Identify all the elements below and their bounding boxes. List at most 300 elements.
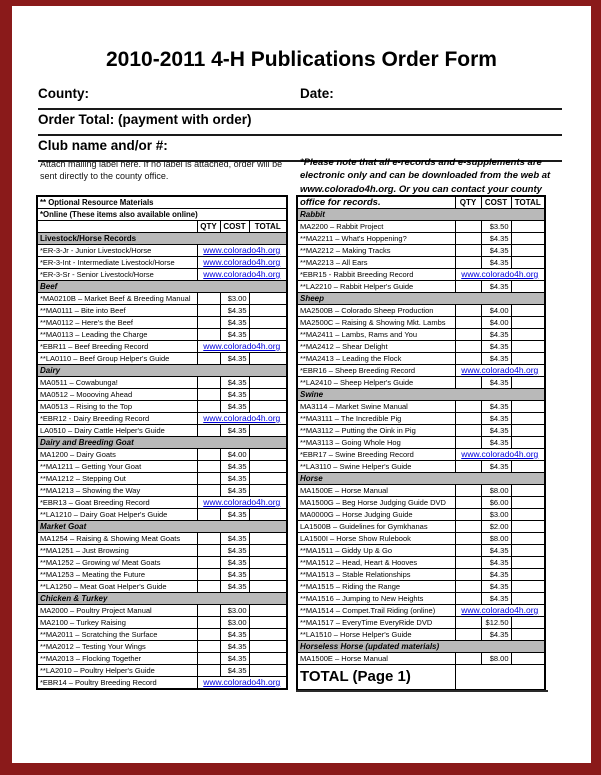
- item-row: [37, 545, 287, 557]
- item-row: [297, 533, 545, 545]
- item-desc-cell: MA2100 – Turkey Raising: [37, 617, 197, 629]
- qty-cell[interactable]: [455, 221, 481, 233]
- cost-cell: $8.00: [481, 485, 511, 497]
- bottom-divider: [296, 690, 548, 692]
- item-desc-cell: **MA1514 – Compet.Trail Riding (online): [297, 605, 455, 617]
- item-desc-cell: *ER-3-Jr - Junior Livestock/Horse: [37, 245, 197, 257]
- item-row: [37, 581, 287, 593]
- county-label: County:: [38, 86, 89, 101]
- total-cell[interactable]: [249, 569, 287, 581]
- item-desc-cell: **MA2213 – All Ears: [297, 257, 455, 269]
- item-row: [297, 401, 545, 413]
- total-cell[interactable]: [249, 617, 287, 629]
- cost-cell: $4.35: [481, 461, 511, 473]
- total-cell[interactable]: [249, 425, 287, 437]
- item-desc-cell: MA1500G – Beg Horse Judging Guide DVD: [297, 497, 455, 509]
- cost-cell: $4.35: [220, 641, 249, 653]
- item-desc-cell: *EBR14 – Poultry Breeding Record: [37, 677, 197, 690]
- column-header-row: [37, 221, 287, 233]
- item-row: [37, 353, 287, 365]
- item-row: [297, 233, 545, 245]
- qty-cell[interactable]: [455, 593, 481, 605]
- item-desc-cell: **LA3110 – Swine Helper's Guide: [297, 461, 455, 473]
- date-label: Date:: [300, 86, 334, 101]
- section-name-cell: Rabbit: [297, 209, 545, 221]
- qty-cell[interactable]: [197, 509, 220, 521]
- item-desc-cell: **MA1515 – Riding the Range: [297, 581, 455, 593]
- column-header-cell: COST: [481, 196, 511, 209]
- total-cell[interactable]: [249, 353, 287, 365]
- item-row: [297, 617, 545, 629]
- total-cell[interactable]: [511, 593, 545, 605]
- total-cell[interactable]: [249, 509, 287, 521]
- qty-cell[interactable]: [455, 497, 481, 509]
- item-desc-cell: MA2500C – Raising & Showing Mkt. Lambs: [297, 317, 455, 329]
- cost-cell: $4.35: [220, 485, 249, 497]
- item-desc-cell: **MA1513 – Stable Relationships: [297, 569, 455, 581]
- qty-cell[interactable]: [455, 581, 481, 593]
- qty-cell[interactable]: [197, 533, 220, 545]
- qty-cell[interactable]: [455, 281, 481, 293]
- cost-cell: $3.50: [481, 221, 511, 233]
- total-cell[interactable]: [249, 329, 287, 341]
- total-cell[interactable]: [511, 653, 545, 665]
- item-desc-cell: MA1500E – Horse Manual: [297, 653, 455, 665]
- section-name-cell: Chicken & Turkey: [37, 593, 287, 605]
- cost-cell: $4.35: [481, 233, 511, 245]
- colorado4h-link[interactable]: www.colorado4h.org: [203, 341, 281, 351]
- colorado4h-link[interactable]: www.colorado4h.org: [203, 257, 281, 267]
- total-cell[interactable]: [511, 377, 545, 389]
- order-total-label: Order Total: (payment with order): [38, 112, 252, 127]
- qty-cell[interactable]: [455, 425, 481, 437]
- cost-cell: $4.35: [481, 377, 511, 389]
- total-cell[interactable]: [511, 437, 545, 449]
- cost-cell: $2.00: [481, 521, 511, 533]
- total-cell[interactable]: [249, 305, 287, 317]
- item-desc-cell: MA1200 – Dairy Goats: [37, 449, 197, 461]
- item-desc-cell: **MA2012 – Testing Your Wings: [37, 641, 197, 653]
- qty-cell[interactable]: [455, 617, 481, 629]
- total-cell[interactable]: [511, 509, 545, 521]
- qty-cell[interactable]: [197, 569, 220, 581]
- item-desc-cell: MA2200 – Rabbit Project: [297, 221, 455, 233]
- item-desc-cell: *EBR15 - Rabbit Breeding Record: [297, 269, 455, 281]
- item-row: [37, 401, 287, 413]
- item-desc-cell: LA1500I – Horse Show Rulebook: [297, 533, 455, 545]
- item-link-cell: [197, 497, 287, 509]
- total-cell[interactable]: [249, 545, 287, 557]
- qty-cell[interactable]: [197, 653, 220, 665]
- cost-cell: $4.35: [481, 437, 511, 449]
- section-name-cell: Dairy: [37, 365, 287, 377]
- page-title: 2010-2011 4-H Publications Order Form: [106, 48, 497, 71]
- total-cell[interactable]: [249, 557, 287, 569]
- item-row: [297, 497, 545, 509]
- qty-cell[interactable]: [455, 377, 481, 389]
- item-link-cell: [455, 269, 545, 281]
- total-cell[interactable]: [249, 581, 287, 593]
- item-desc-cell: MA0000G – Horse Judging Guide: [297, 509, 455, 521]
- total-cell[interactable]: [511, 569, 545, 581]
- item-desc-cell: MA1254 – Raising & Showing Meat Goats: [37, 533, 197, 545]
- cost-cell: $12.50: [481, 617, 511, 629]
- item-desc-cell: LA1500B – Guidelines for Gymkhanas: [297, 521, 455, 533]
- total-cell[interactable]: [511, 233, 545, 245]
- item-row: [37, 389, 287, 401]
- item-desc-cell: **MA2011 – Scratching the Surface: [37, 629, 197, 641]
- item-row: [37, 617, 287, 629]
- cost-cell: $4.35: [481, 593, 511, 605]
- item-desc-cell: MA0511 – Cowabunga!: [37, 377, 197, 389]
- total-cell[interactable]: [511, 497, 545, 509]
- qty-cell[interactable]: [455, 461, 481, 473]
- item-row: [297, 509, 545, 521]
- total-cell[interactable]: [511, 521, 545, 533]
- cost-cell: $4.35: [481, 425, 511, 437]
- total-cell[interactable]: [511, 245, 545, 257]
- section-header-row: [37, 365, 287, 377]
- total-cell[interactable]: [249, 293, 287, 305]
- cost-cell: $4.35: [220, 401, 249, 413]
- qty-cell[interactable]: [455, 545, 481, 557]
- blank-header-cell: [297, 196, 455, 209]
- qty-cell[interactable]: [455, 437, 481, 449]
- total-cell[interactable]: [511, 581, 545, 593]
- cost-cell: $4.35: [220, 533, 249, 545]
- qty-cell[interactable]: [197, 317, 220, 329]
- cost-cell: $4.35: [481, 401, 511, 413]
- cost-cell: $4.35: [481, 569, 511, 581]
- item-row: [37, 449, 287, 461]
- qty-cell[interactable]: [197, 449, 220, 461]
- item-link-cell: [197, 413, 287, 425]
- colorado4h-link[interactable]: www.colorado4h.org: [203, 269, 281, 279]
- cost-cell: $4.35: [220, 557, 249, 569]
- mailing-label-note: Attach mailing label here. If no label is attached, order will be sent directly to the county office.: [40, 159, 283, 182]
- item-desc-cell: **LA2410 – Sheep Helper's Guide: [297, 377, 455, 389]
- item-desc-cell: **LA2210 – Rabbit Helper's Guide: [297, 281, 455, 293]
- section-header-row: [297, 641, 545, 653]
- cost-cell: $4.35: [481, 581, 511, 593]
- qty-cell[interactable]: [455, 533, 481, 545]
- total-cell[interactable]: [511, 485, 545, 497]
- club-name-label: Club name and/or #:: [38, 138, 168, 153]
- section-header-row: [37, 233, 287, 245]
- cost-cell: $4.35: [220, 329, 249, 341]
- cost-cell: $8.00: [481, 653, 511, 665]
- item-row: [37, 413, 287, 425]
- item-desc-cell: **LA1250 – Meat Goat Helper's Guide: [37, 581, 197, 593]
- cost-cell: $4.35: [220, 473, 249, 485]
- qty-cell[interactable]: [455, 413, 481, 425]
- item-row: [297, 305, 545, 317]
- cost-cell: $4.35: [220, 653, 249, 665]
- total-row: [297, 665, 545, 691]
- total-cell[interactable]: [511, 401, 545, 413]
- item-desc-cell: *ER-3-Sr - Senior Livestock/Horse: [37, 269, 197, 281]
- item-desc-cell: *EBR13 – Goat Breeding Record: [37, 497, 197, 509]
- item-desc-cell: MA3114 – Market Swine Manual: [297, 401, 455, 413]
- total-cell[interactable]: [249, 389, 287, 401]
- cost-cell: $4.35: [220, 569, 249, 581]
- item-row: [37, 653, 287, 665]
- item-row: [37, 677, 287, 690]
- total-cell[interactable]: [249, 317, 287, 329]
- qty-cell[interactable]: [197, 293, 220, 305]
- colorado4h-link[interactable]: www.colorado4h.org: [203, 497, 281, 507]
- total-cell[interactable]: [511, 281, 545, 293]
- item-row: [297, 281, 545, 293]
- item-desc-cell: *EBR11 – Beef Breeding Record: [37, 341, 197, 353]
- item-row: [297, 485, 545, 497]
- item-desc-cell: **MA3113 – Going Whole Hog: [297, 437, 455, 449]
- cost-cell: $4.35: [481, 545, 511, 557]
- e-records-note: *Please note that all e-records and e-supplements are electronic only and can be downloaded from the web at www.colorado4h.org. Or you can contact your county office for records.: [300, 157, 551, 208]
- item-row: [37, 485, 287, 497]
- item-desc-cell: MA1500E – Horse Manual: [297, 485, 455, 497]
- qty-cell[interactable]: [455, 329, 481, 341]
- item-desc-cell: MA0512 – Moooving Ahead: [37, 389, 197, 401]
- total-cell[interactable]: [511, 329, 545, 341]
- item-row: [37, 665, 287, 677]
- item-row: [37, 341, 287, 353]
- total-cell[interactable]: [249, 401, 287, 413]
- section-header-row: [297, 293, 545, 305]
- qty-cell[interactable]: [455, 485, 481, 497]
- item-row: [37, 605, 287, 617]
- item-row: [297, 221, 545, 233]
- item-link-cell: [455, 365, 545, 377]
- order-total-field-row[interactable]: [38, 110, 562, 136]
- item-row: [297, 425, 545, 437]
- form-fields: [38, 84, 562, 162]
- cost-cell: $3.00: [481, 509, 511, 521]
- item-desc-cell: **MA2212 – Making Tracks: [297, 245, 455, 257]
- item-row: [297, 557, 545, 569]
- item-row: [37, 377, 287, 389]
- colorado4h-link[interactable]: www.colorado4h.org: [461, 449, 539, 459]
- column-header-cell: QTY: [455, 196, 481, 209]
- item-desc-cell: *EBR12 - Dairy Breeding Record: [37, 413, 197, 425]
- qty-cell[interactable]: [455, 317, 481, 329]
- total-cell[interactable]: [511, 353, 545, 365]
- qty-cell[interactable]: [197, 629, 220, 641]
- total-cell[interactable]: [249, 485, 287, 497]
- item-row: [37, 569, 287, 581]
- item-desc-cell: *ER-3-Int - Intermediate Livestock/Horse: [37, 257, 197, 269]
- item-desc-cell: **MA1253 – Meating the Future: [37, 569, 197, 581]
- qty-cell[interactable]: [197, 485, 220, 497]
- item-link-cell: [455, 605, 545, 617]
- item-row: [37, 269, 287, 281]
- qty-cell[interactable]: [197, 425, 220, 437]
- item-desc-cell: **MA1252 – Growing w/ Meat Goats: [37, 557, 197, 569]
- item-desc-cell: **MA1212 – Stepping Out: [37, 473, 197, 485]
- item-desc-cell: **MA0113 – Leading the Charge: [37, 329, 197, 341]
- item-row: [37, 461, 287, 473]
- item-row: [297, 449, 545, 461]
- qty-cell[interactable]: [197, 389, 220, 401]
- county-date-field-row[interactable]: [38, 84, 562, 110]
- qty-cell[interactable]: [455, 629, 481, 641]
- item-row: [297, 629, 545, 641]
- total-cell[interactable]: [511, 533, 545, 545]
- colorado4h-link[interactable]: www.colorado4h.org: [203, 245, 281, 255]
- qty-cell[interactable]: [197, 461, 220, 473]
- table-note-cell: ** Optional Resource Materials: [37, 196, 287, 209]
- item-desc-cell: **LA0110 – Beef Group Helper's Guide: [37, 353, 197, 365]
- total-cell[interactable]: [511, 341, 545, 353]
- total-cell[interactable]: [249, 449, 287, 461]
- cost-cell: $3.00: [220, 605, 249, 617]
- total-cell[interactable]: [511, 257, 545, 269]
- cost-cell: $4.35: [481, 557, 511, 569]
- qty-cell[interactable]: [197, 605, 220, 617]
- total-cell[interactable]: [511, 545, 545, 557]
- qty-cell[interactable]: [455, 341, 481, 353]
- qty-cell[interactable]: [455, 509, 481, 521]
- item-row: [37, 533, 287, 545]
- cost-cell: $4.35: [220, 461, 249, 473]
- qty-cell[interactable]: [455, 233, 481, 245]
- total-cell[interactable]: [511, 317, 545, 329]
- cost-cell: $4.35: [220, 425, 249, 437]
- total-cell[interactable]: [511, 305, 545, 317]
- blank-header-cell: [37, 221, 197, 233]
- section-header-row: [37, 281, 287, 293]
- colorado4h-link[interactable]: www.colorado4h.org: [203, 677, 281, 687]
- qty-cell[interactable]: [197, 617, 220, 629]
- table-note-row: [37, 209, 287, 221]
- total-cell[interactable]: [511, 425, 545, 437]
- item-row: [37, 293, 287, 305]
- qty-cell[interactable]: [197, 545, 220, 557]
- total-cell[interactable]: [511, 617, 545, 629]
- item-row: [297, 413, 545, 425]
- item-link-cell: [197, 269, 287, 281]
- total-cell[interactable]: [249, 653, 287, 665]
- item-row: [297, 437, 545, 449]
- cost-cell: $4.35: [220, 389, 249, 401]
- qty-cell[interactable]: [197, 305, 220, 317]
- qty-cell[interactable]: [455, 569, 481, 581]
- cost-cell: $3.00: [220, 617, 249, 629]
- item-row: [37, 641, 287, 653]
- total-cell[interactable]: [511, 461, 545, 473]
- item-row: [297, 341, 545, 353]
- total-cell[interactable]: [249, 641, 287, 653]
- qty-cell[interactable]: [455, 353, 481, 365]
- cost-cell: $6.00: [481, 497, 511, 509]
- section-header-row: [297, 389, 545, 401]
- item-desc-cell: *EBR16 – Sheep Breeding Record: [297, 365, 455, 377]
- column-header-row: [297, 196, 545, 209]
- qty-cell[interactable]: [197, 641, 220, 653]
- section-name-cell: Beef: [37, 281, 287, 293]
- item-row: [297, 365, 545, 377]
- total-cell[interactable]: [511, 413, 545, 425]
- item-row: [37, 473, 287, 485]
- item-row: [297, 329, 545, 341]
- item-desc-cell: **MA1213 – Showing the Way: [37, 485, 197, 497]
- item-desc-cell: **LA2010 – Poultry Helper's Guide: [37, 665, 197, 677]
- right-order-table: [296, 195, 546, 691]
- total-cell[interactable]: [511, 221, 545, 233]
- qty-cell[interactable]: [455, 653, 481, 665]
- section-name-cell: Sheep: [297, 293, 545, 305]
- qty-cell[interactable]: [455, 401, 481, 413]
- qty-cell[interactable]: [197, 473, 220, 485]
- qty-cell[interactable]: [455, 557, 481, 569]
- qty-cell[interactable]: [197, 329, 220, 341]
- qty-cell[interactable]: [197, 581, 220, 593]
- qty-cell[interactable]: [455, 305, 481, 317]
- item-desc-cell: MA2500B – Colorado Sheep Production: [297, 305, 455, 317]
- colorado4h-link[interactable]: www.colorado4h.org: [203, 413, 281, 423]
- item-desc-cell: *EBR17 – Swine Breeding Record: [297, 449, 455, 461]
- item-row: [297, 581, 545, 593]
- cost-cell: $4.35: [481, 353, 511, 365]
- item-desc-cell: **MA1211 – Getting Your Goat: [37, 461, 197, 473]
- section-name-cell: Livestock/Horse Records: [37, 233, 287, 245]
- item-row: [297, 377, 545, 389]
- qty-cell[interactable]: [455, 257, 481, 269]
- qty-cell[interactable]: [197, 665, 220, 677]
- item-desc-cell: **LA1510 – Horse Helper's Guide: [297, 629, 455, 641]
- colorado4h-link[interactable]: www.colorado4h.org: [461, 605, 539, 615]
- item-desc-cell: **MA0112 – Here's the Beef: [37, 317, 197, 329]
- total-cell[interactable]: [249, 629, 287, 641]
- item-row: [297, 545, 545, 557]
- qty-cell[interactable]: [197, 557, 220, 569]
- colorado4h-link[interactable]: www.colorado4h.org: [461, 365, 539, 375]
- total-cell[interactable]: [249, 665, 287, 677]
- item-desc-cell: **MA1517 – EveryTime EveryRide DVD: [297, 617, 455, 629]
- total-cell[interactable]: [249, 473, 287, 485]
- total-cell[interactable]: [249, 377, 287, 389]
- item-desc-cell: **MA3112 – Putting the Oink in Pig: [297, 425, 455, 437]
- total-cell[interactable]: [249, 605, 287, 617]
- cost-cell: $4.35: [220, 353, 249, 365]
- colorado4h-link[interactable]: www.colorado4h.org: [461, 269, 539, 279]
- section-header-row: [297, 473, 545, 485]
- item-desc-cell: **MA2411 – Lambs, Rams and You: [297, 329, 455, 341]
- item-row: [37, 509, 287, 521]
- item-link-cell: [197, 257, 287, 269]
- total-cell[interactable]: [511, 629, 545, 641]
- item-desc-cell: *MA0210B – Market Beef & Breeding Manual: [37, 293, 197, 305]
- total-cell[interactable]: [511, 557, 545, 569]
- cost-cell: $4.35: [220, 665, 249, 677]
- qty-cell[interactable]: [197, 353, 220, 365]
- item-link-cell: [197, 341, 287, 353]
- item-row: [37, 497, 287, 509]
- item-row: [297, 317, 545, 329]
- total-value-cell[interactable]: [455, 665, 545, 691]
- item-row: [297, 269, 545, 281]
- qty-cell[interactable]: [197, 377, 220, 389]
- column-header-cell: TOTAL: [249, 221, 287, 233]
- qty-cell[interactable]: [455, 245, 481, 257]
- total-cell[interactable]: [249, 461, 287, 473]
- qty-cell[interactable]: [197, 401, 220, 413]
- item-desc-cell: **MA2211 – What's Hoppening?: [297, 233, 455, 245]
- total-cell[interactable]: [249, 533, 287, 545]
- item-row: [297, 461, 545, 473]
- left-order-table: [36, 195, 288, 690]
- qty-cell[interactable]: [455, 521, 481, 533]
